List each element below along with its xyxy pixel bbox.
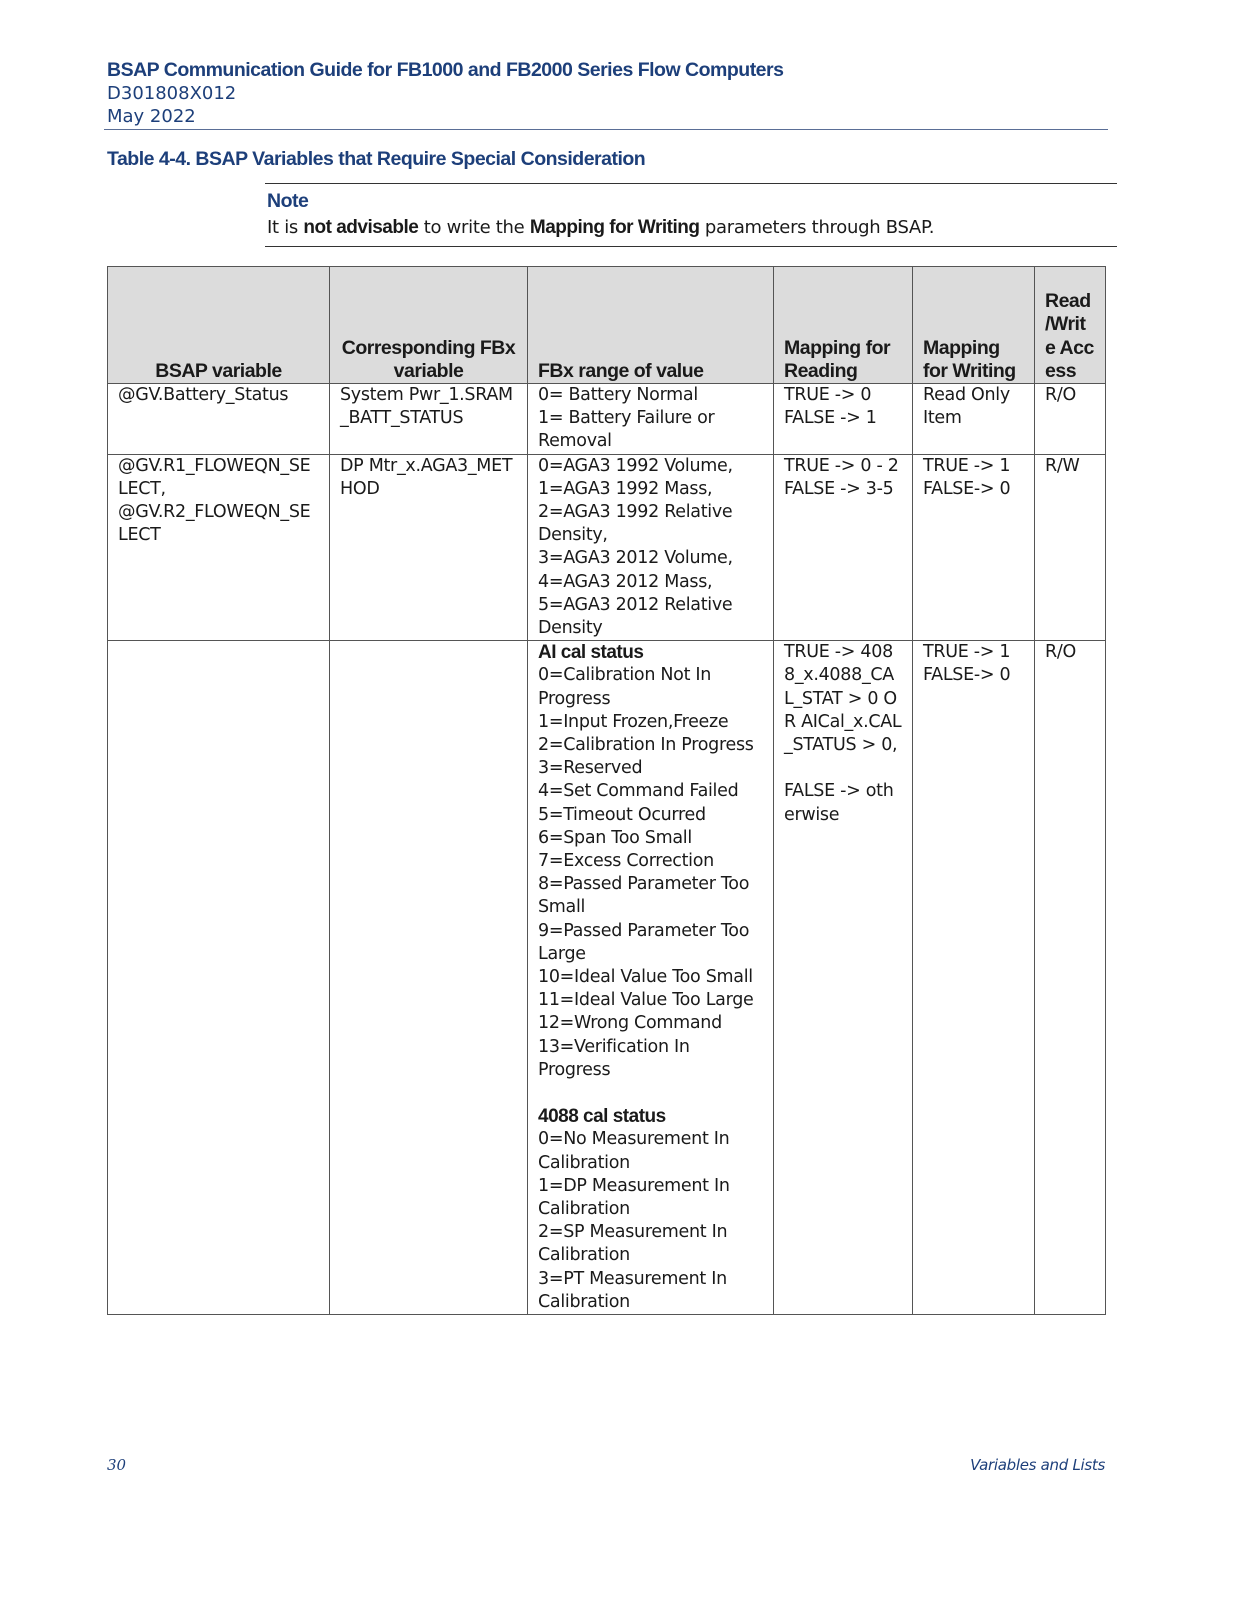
cell-bsap-variable	[108, 641, 330, 1315]
cell-fbx-range: 0= Battery Normal 1= Battery Failure or Removal	[528, 384, 774, 455]
document-date: May 2022	[107, 106, 196, 127]
cell-bsap-variable: @GV.R1_FLOWEQN_SELECT, @GV.R2_FLOWEQN_SELECT	[108, 454, 330, 641]
col-header-fbx-range: FBx range of value	[528, 267, 774, 384]
cell-fbx-range: 0=AGA3 1992 Volume, 1=AGA3 1992 Mass, 2=AGA3 1992 Relative Density, 3=AGA3 2012 Volume, 4=AGA3 2012 Mass, 5=AGA3 2012 Relative Density	[528, 454, 774, 641]
page-number: 30	[107, 1456, 127, 1474]
variables-table	[107, 266, 1106, 1315]
cal-4088-status-values: 0=No Measurement In Calibration 1=DP Measurement In Calibration 2=SP Measurement In Calibration 3=PT Measurement In Calibration	[538, 1129, 730, 1312]
note-label: Note	[267, 190, 309, 212]
cell-access: R/W	[1035, 454, 1106, 641]
note-emphasis-2: Mapping for Writing	[529, 217, 700, 238]
cell-mapping-writing: TRUE -> 1 FALSE-> 0	[913, 454, 1035, 641]
footer-section-title: Variables and Lists	[970, 1456, 1105, 1474]
cell-fbx-variable: System Pwr_1.SRAM_BATT_STATUS	[330, 384, 528, 455]
cell-mapping-writing: TRUE -> 1 FALSE-> 0	[913, 641, 1035, 1315]
table-title: Table 4-4. BSAP Variables that Require Special Consideration	[107, 148, 646, 170]
table-row	[108, 454, 1106, 641]
document-number: D301808X012	[107, 83, 237, 104]
cal-4088-status-heading: 4088 cal status	[538, 1106, 666, 1128]
ai-cal-status-values: 0=Calibration Not In Progress 1=Input Frozen,Freeze 2=Calibration In Progress 3=Reserved 4=Set Command Failed 5=Timeout Ocurred 6=Span Too Small 7=Excess Correction 8=Passed Parameter Too Small 9=Passed Parameter Too Large 10=Ideal Value Too Small 11=Ideal Value Too Large 12=Wrong Command 13=Verification In Progress	[538, 665, 754, 1080]
note-text: It is not advisable to write the Mapping for Writing parameters through BSAP.	[267, 217, 935, 238]
cell-mapping-writing: Read Only Item	[913, 384, 1035, 455]
cell-mapping-reading: TRUE -> 4088_x.4088_CAL_STAT > 0 OR AICal_x.CAL_STATUS > 0, FALSE -> otherwise	[774, 641, 913, 1315]
document-title: BSAP Communication Guide for FB1000 and FB2000 Series Flow Computers	[107, 59, 784, 81]
cell-access: R/O	[1035, 384, 1106, 455]
table-row	[108, 384, 1106, 455]
ai-cal-status-heading: AI cal status	[538, 642, 644, 664]
cell-fbx-variable	[330, 641, 528, 1315]
col-header-access: Read /Write Access	[1035, 267, 1106, 384]
page-header	[107, 58, 1110, 128]
col-header-mapping-reading: Mapping for Reading	[774, 267, 913, 384]
table-header-row	[108, 267, 1106, 384]
col-header-fbx-variable: Corresponding FBx variable	[330, 267, 528, 384]
cell-fbx-range	[528, 641, 774, 1315]
table-row	[108, 641, 1106, 1315]
header-divider	[104, 129, 1108, 130]
cell-mapping-reading: TRUE -> 0 FALSE -> 1	[774, 384, 913, 455]
cell-bsap-variable: @GV.Battery_Status	[108, 384, 330, 455]
col-header-bsap-variable: BSAP variable	[108, 267, 330, 384]
col-header-mapping-writing: Mapping for Writing	[913, 267, 1035, 384]
cell-access: R/O	[1035, 641, 1106, 1315]
note-emphasis-1: not advisable	[303, 217, 419, 238]
note-box	[265, 183, 1117, 247]
cell-fbx-variable: DP Mtr_x.AGA3_METHOD	[330, 454, 528, 641]
cell-mapping-reading: TRUE -> 0 - 2 FALSE -> 3-5	[774, 454, 913, 641]
